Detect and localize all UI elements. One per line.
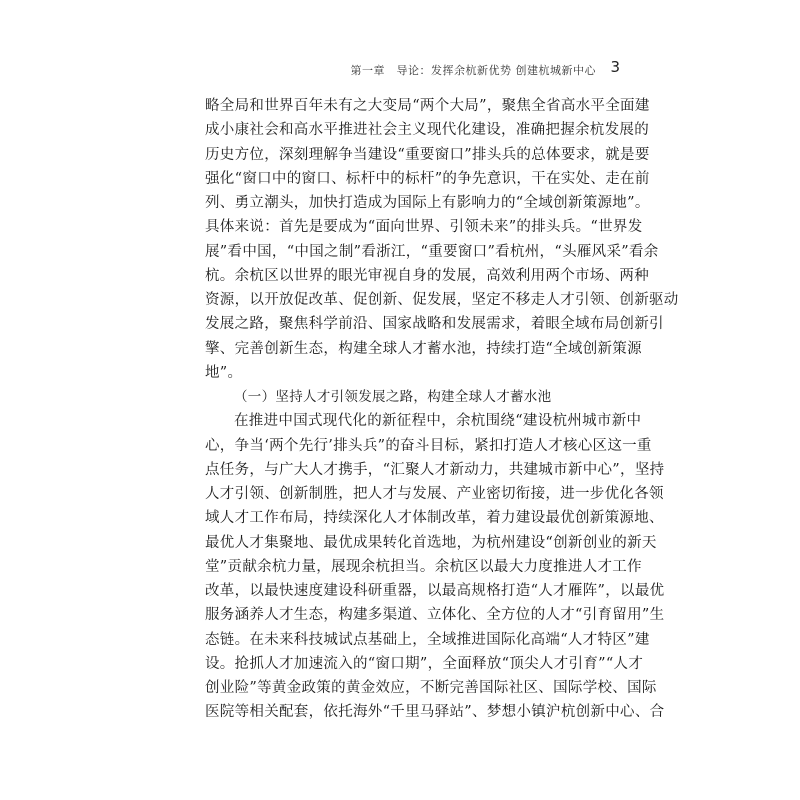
text-line: 人才引领、创新制胜，把人才与发展、产业密切衔接，进一步优化各领 <box>205 486 664 502</box>
text-line: 略全局和世界百年未有之大变局“两个大局”，聚焦全省高水平全面建 <box>205 98 650 114</box>
running-title: 第一章 导论：发挥余杭新优势 创建杭城新中心 <box>350 64 596 77</box>
running-header <box>200 60 620 80</box>
text-line: 改革，以最快速度建设科研重器，以最高规格打造“人才雁阵”，以最优 <box>205 583 665 599</box>
page-number: 3 <box>610 58 620 76</box>
text-line: 创业险”等黄金政策的黄金效应，不断完善国际社区、国际学校、国际 <box>205 680 657 696</box>
text-line: 服务涵养人才生态，构建多渠道、立体化、全方位的人才“引育留用”生 <box>205 607 665 624</box>
text-line: 堂”贡献余杭力量，展现余杭担当。余杭区以最大力度推进人才工作 <box>205 558 642 575</box>
text-line: 成小康社会和高水平推进社会主义现代化建设，准确把握余杭发展的 <box>205 122 649 139</box>
page-body <box>205 94 679 725</box>
text-line: 态链。在未来科技城试点基础上，全域推进国际化高端“人才特区”建 <box>205 631 650 648</box>
text-line: 展”看中国，“中国之制”看浙江，“重要窗口”看杭州，“头雁风采”看余 <box>205 243 659 260</box>
text-line: 域人才工作布局，持续深化人才体制改革，着力建设最优创新策源地、 <box>205 510 664 527</box>
text-line: 列、勇立潮头，加快打造成为国际上有影响力的“全域创新策源地”。 <box>205 195 650 211</box>
text-line: 在推进中国式现代化的新征程中，余杭围绕“建设杭州城市新中 <box>234 413 642 430</box>
text-line: 最优人才集聚地、最优成果转化首选地，为杭州建设“创新创业的新天 <box>205 534 657 551</box>
text-line: 心，争当‘两个先行’排头兵”的奋斗目标，紧扣打造人才核心区这一重 <box>205 437 652 454</box>
text-line: 点任务，与广大人才携手，“汇聚人才新动力，共建城市新中心”，坚持 <box>205 461 665 478</box>
text-line: 具体来说：首先是要成为“面向世界、引领未来”的排头兵。“世界发 <box>205 219 643 236</box>
text-line: 医院等相关配套，依托海外“千里马驿站”、梦想小镇沪杭创新中心、合 <box>205 704 665 721</box>
text-line: 历史方位，深刻理解争当建设“重要窗口”排头兵的总体要求，就是要 <box>205 146 650 163</box>
text-line: 发展之路，聚焦科学前沿、国家战略和发展需求，着眼全域布局创新引 <box>205 316 664 333</box>
text-line: 擎、完善创新生态，构建全球人才蓄水池，持续打造“全域创新策源 <box>205 340 642 357</box>
section-heading: （一）坚持人才引领发展之路，构建全球人才蓄水池 <box>234 389 552 405</box>
text-line: 杭。余杭区以世界的眼光审视自身的发展，高效利用两个市场、两种 <box>205 267 649 284</box>
text-line: 强化“窗口中的窗口、标杆中的标杆”的争先意识，干在实处、走在前 <box>205 170 650 187</box>
text-line: 资源，以开放促改革、促创新、促发展，坚定不移走人才引领、创新驱动 <box>205 292 679 308</box>
text-line: 设。抢抓人才加速流入的“窗口期”，全面释放“顶尖人才引育”“人才 <box>205 655 644 672</box>
text-line: 地”。 <box>205 364 243 381</box>
